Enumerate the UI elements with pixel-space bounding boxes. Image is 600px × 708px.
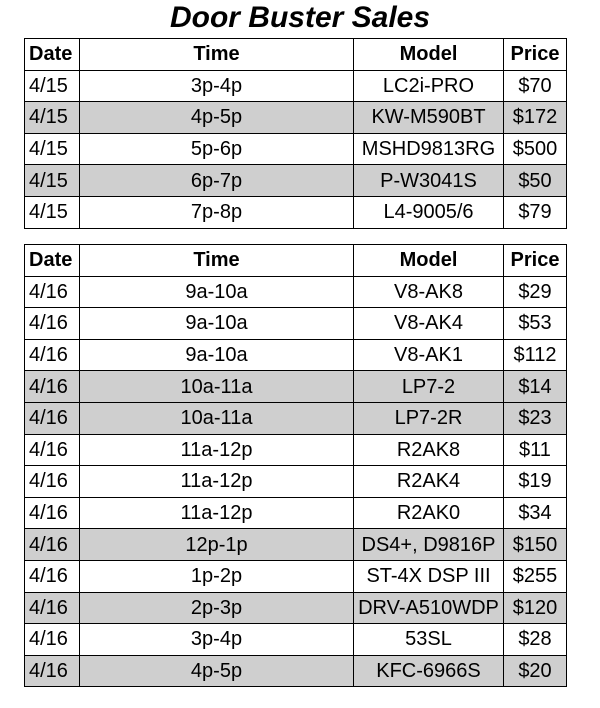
- table-row: [25, 624, 567, 656]
- cell-date: 4/16: [25, 339, 80, 371]
- cell-date: 4/16: [25, 308, 80, 340]
- cell-date: 4/16: [25, 276, 80, 308]
- cell-time: 1p-2p: [80, 560, 354, 592]
- cell-model: DS4+, D9816P: [354, 529, 504, 561]
- sales-table-4-15: [24, 38, 567, 229]
- cell-price: $19: [504, 466, 567, 498]
- cell-time: 3p-4p: [80, 624, 354, 656]
- table-row: [25, 165, 567, 197]
- table-row: [25, 196, 567, 228]
- cell-time: 2p-3p: [80, 592, 354, 624]
- cell-time: 3p-4p: [80, 70, 354, 102]
- cell-time: 5p-6p: [80, 133, 354, 165]
- table-row: [25, 70, 567, 102]
- cell-model: MSHD9813RG: [354, 133, 504, 165]
- cell-model: L4-9005/6: [354, 196, 504, 228]
- header-model: Model: [354, 39, 504, 71]
- table-row: [25, 402, 567, 434]
- cell-model: KFC-6966S: [354, 655, 504, 687]
- table-row: [25, 371, 567, 403]
- cell-price: $28: [504, 624, 567, 656]
- cell-date: 4/16: [25, 466, 80, 498]
- cell-date: 4/15: [25, 133, 80, 165]
- table-row: [25, 102, 567, 134]
- cell-date: 4/16: [25, 624, 80, 656]
- cell-price: $20: [504, 655, 567, 687]
- header-price: Price: [504, 39, 567, 71]
- cell-price: $70: [504, 70, 567, 102]
- cell-time: 10a-11a: [80, 402, 354, 434]
- header-time: Time: [80, 39, 354, 71]
- cell-date: 4/16: [25, 371, 80, 403]
- cell-date: 4/15: [25, 196, 80, 228]
- cell-time: 12p-1p: [80, 529, 354, 561]
- cell-model: P-W3041S: [354, 165, 504, 197]
- header-row: [25, 39, 567, 71]
- cell-model: 53SL: [354, 624, 504, 656]
- cell-model: R2AK0: [354, 497, 504, 529]
- cell-model: V8-AK4: [354, 308, 504, 340]
- cell-price: $172: [504, 102, 567, 134]
- table-row: [25, 133, 567, 165]
- cell-price: $255: [504, 560, 567, 592]
- header-time: Time: [80, 245, 354, 277]
- page-title: Door Buster Sales: [169, 1, 431, 34]
- table-row: [25, 497, 567, 529]
- header-price: Price: [504, 245, 567, 277]
- table-row: [25, 308, 567, 340]
- cell-time: 11a-12p: [80, 434, 354, 466]
- header-date: Date: [25, 39, 80, 71]
- cell-date: 4/16: [25, 655, 80, 687]
- cell-price: $29: [504, 276, 567, 308]
- cell-price: $11: [504, 434, 567, 466]
- cell-price: $50: [504, 165, 567, 197]
- header-date: Date: [25, 245, 80, 277]
- cell-price: $14: [504, 371, 567, 403]
- cell-model: R2AK8: [354, 434, 504, 466]
- table-row: [25, 529, 567, 561]
- cell-price: $500: [504, 133, 567, 165]
- header-model: Model: [354, 245, 504, 277]
- table-row: [25, 560, 567, 592]
- cell-price: $120: [504, 592, 567, 624]
- cell-time: 7p-8p: [80, 196, 354, 228]
- cell-time: 11a-12p: [80, 497, 354, 529]
- cell-date: 4/16: [25, 402, 80, 434]
- cell-model: LC2i-PRO: [354, 70, 504, 102]
- cell-time: 10a-11a: [80, 371, 354, 403]
- cell-date: 4/15: [25, 102, 80, 134]
- cell-model: LP7-2: [354, 371, 504, 403]
- sales-table-4-16: [24, 244, 567, 687]
- cell-date: 4/15: [25, 70, 80, 102]
- cell-model: LP7-2R: [354, 402, 504, 434]
- cell-price: $79: [504, 196, 567, 228]
- cell-model: DRV-A510WDP: [354, 592, 504, 624]
- cell-time: 4p-5p: [80, 655, 354, 687]
- cell-model: KW-M590BT: [354, 102, 504, 134]
- table-row: [25, 339, 567, 371]
- cell-model: ST-4X DSP III: [354, 560, 504, 592]
- cell-price: $23: [504, 402, 567, 434]
- cell-date: 4/16: [25, 592, 80, 624]
- header-row: [25, 245, 567, 277]
- cell-price: $150: [504, 529, 567, 561]
- cell-price: $112: [504, 339, 567, 371]
- cell-time: 9a-10a: [80, 339, 354, 371]
- table-row: [25, 434, 567, 466]
- cell-date: 4/16: [25, 560, 80, 592]
- table-row: [25, 592, 567, 624]
- table-row: [25, 466, 567, 498]
- cell-time: 4p-5p: [80, 102, 354, 134]
- cell-time: 9a-10a: [80, 308, 354, 340]
- table-row: [25, 655, 567, 687]
- cell-model: R2AK4: [354, 466, 504, 498]
- cell-time: 6p-7p: [80, 165, 354, 197]
- cell-model: V8-AK8: [354, 276, 504, 308]
- cell-time: 9a-10a: [80, 276, 354, 308]
- cell-date: 4/16: [25, 497, 80, 529]
- cell-model: V8-AK1: [354, 339, 504, 371]
- cell-price: $34: [504, 497, 567, 529]
- cell-date: 4/16: [25, 529, 80, 561]
- cell-price: $53: [504, 308, 567, 340]
- cell-time: 11a-12p: [80, 466, 354, 498]
- cell-date: 4/15: [25, 165, 80, 197]
- cell-date: 4/16: [25, 434, 80, 466]
- table-row: [25, 276, 567, 308]
